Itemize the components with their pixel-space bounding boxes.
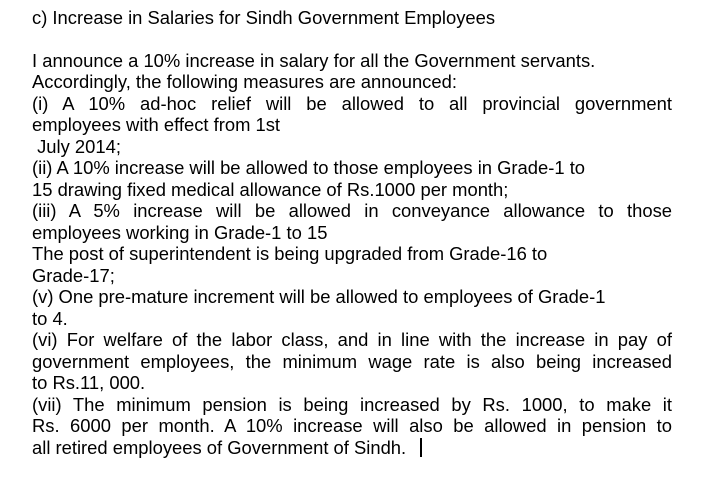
paragraph-line: to 4. (32, 307, 68, 329)
paragraph-line-text: all retired employees of Government of Sindh. (32, 436, 407, 458)
paragraph-line: July 2014; (32, 135, 121, 157)
paragraph-line: (i) A 10% ad-hoc relief will be allowed to all provincial government (32, 92, 672, 114)
paragraph-line: government employees, the minimum wage rate is also being increased (32, 350, 672, 372)
paragraph-line: employees with effect from 1st (32, 114, 281, 135)
paragraph-line: (iii) A 5% increase will be allowed in conveyance allowance to those (32, 200, 672, 221)
paragraph-line: to Rs.11, 000. (32, 372, 146, 393)
paragraph-line: Accordingly, the following measures are announced: (32, 71, 457, 92)
paragraph-line: (vi) For welfare of the labor class, and in line with the increase in pay of (32, 329, 672, 350)
paragraph-line: employees working in Grade-1 to 15 (32, 221, 328, 243)
paragraph-line: Rs. 6000 per month. A 10% increase will also be allowed in pension to (32, 415, 672, 436)
paragraph-line: (v) One pre-mature increment will be allowed to employees of Grade-1 (32, 286, 606, 307)
paragraph-line: 15 drawing fixed medical allowance of Rs.1000 per month; (32, 178, 509, 200)
section-heading: c) Increase in Salaries for Sindh Government Employees (32, 7, 496, 28)
paragraph-line: (vii) The minimum pension is being increased by Rs. 1000, to make it (32, 393, 672, 415)
document-body[interactable] (32, 7, 672, 458)
paragraph-line: I announce a 10% increase in salary for all the Government servants. (32, 49, 596, 71)
paragraph-line: Grade-17; (32, 264, 115, 286)
text-cursor (420, 438, 422, 457)
paragraph-line: (ii) A 10% increase will be allowed to those employees in Grade-1 to (32, 157, 586, 178)
paragraph-line: The post of superintendent is being upgraded from Grade-16 to (32, 243, 548, 264)
paragraph-line-last (32, 437, 672, 459)
